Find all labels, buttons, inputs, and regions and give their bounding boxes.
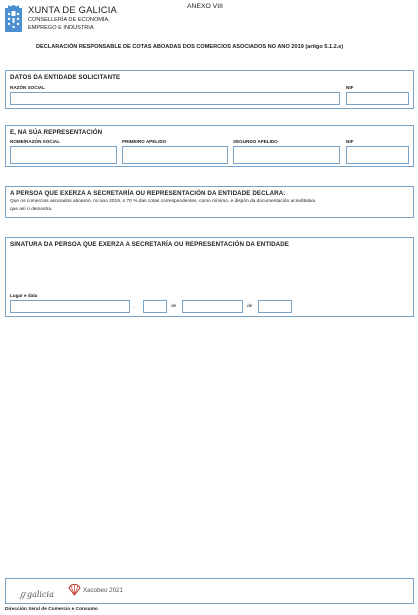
applicant-section-title: DATOS DA ENTIDADE SOLICITANTE: [10, 74, 121, 81]
month-input[interactable]: [182, 300, 243, 313]
place-comma: ,: [133, 304, 135, 309]
year-input[interactable]: [258, 300, 292, 313]
xunta-coat-of-arms-icon: [5, 5, 22, 32]
representative-nif-input[interactable]: [346, 146, 409, 164]
galicia-logo-swoosh-icon: ℊ: [18, 590, 28, 600]
department-line-2: EMPREGO E INDUSTRIA: [28, 25, 94, 31]
galicia-logo: [18, 584, 54, 602]
first-surname-input[interactable]: [122, 146, 228, 164]
business-name-input[interactable]: [10, 92, 340, 105]
representative-name-label: NOME/RAZÓN SOCIAL: [10, 139, 61, 144]
place-date-label: Lugar e data: [10, 293, 38, 298]
date-de-2: de: [247, 304, 253, 309]
day-input[interactable]: [143, 300, 167, 313]
date-de-1: de: [171, 304, 177, 309]
representative-nif-label: NIF: [346, 139, 354, 144]
declaration-text-line-1: Que os comercios asociados aboaron, no ano 2019, o 70 % das cotas correspondentes, como mínimo, e dispón da documentación acreditativa: [10, 199, 316, 204]
galicia-logo-text: galicia: [27, 590, 54, 599]
first-surname-label: PRIMEIRO APELIDO: [122, 139, 167, 144]
representative-section-title: E, NA SÚA REPRESENTACIÓN: [10, 129, 103, 136]
representative-name-input[interactable]: [10, 146, 117, 164]
document-title: DECLARACIÓN RESPONSABLE DE COTAS ABOADAS DOS COMERCIOS ASOCIADOS NO ANO 2019 (artigo 5.1.2.e): [36, 44, 344, 50]
place-input[interactable]: [10, 300, 130, 313]
directorate-name: Dirección Xeral de Comercio e Consumo: [5, 607, 98, 612]
business-name-label: RAZÓN SOCIAL: [10, 85, 45, 90]
footer-logos-box: [5, 578, 414, 604]
applicant-nif-label: NIF: [346, 85, 354, 90]
applicant-nif-input[interactable]: [346, 92, 409, 105]
xacobeo-logo-text: Xacobeo 2021: [83, 587, 123, 594]
department-line-1: CONSELLERÍA DE ECONOMÍA,: [28, 17, 110, 23]
brand-name: XUNTA DE GALICIA: [28, 4, 117, 15]
declaration-text-line-2: que así o demostra.: [10, 207, 53, 212]
second-surname-label: SEGUNDO APELIDO: [233, 139, 278, 144]
declaration-section-title: A PERSOA QUE EXERZA A SECRETARÍA OU REPRESENTACIÓN DA ENTIDADE DECLARA:: [10, 190, 286, 197]
annex-label: ANEXO VIII: [187, 3, 223, 10]
xacobeo-scallop-icon: [68, 584, 81, 596]
second-surname-input[interactable]: [233, 146, 340, 164]
signature-section-title: SINATURA DA PERSOA QUE EXERZA A SECRETARÍA OU REPRESENTACIÓN DA ENTIDADE: [10, 241, 290, 248]
